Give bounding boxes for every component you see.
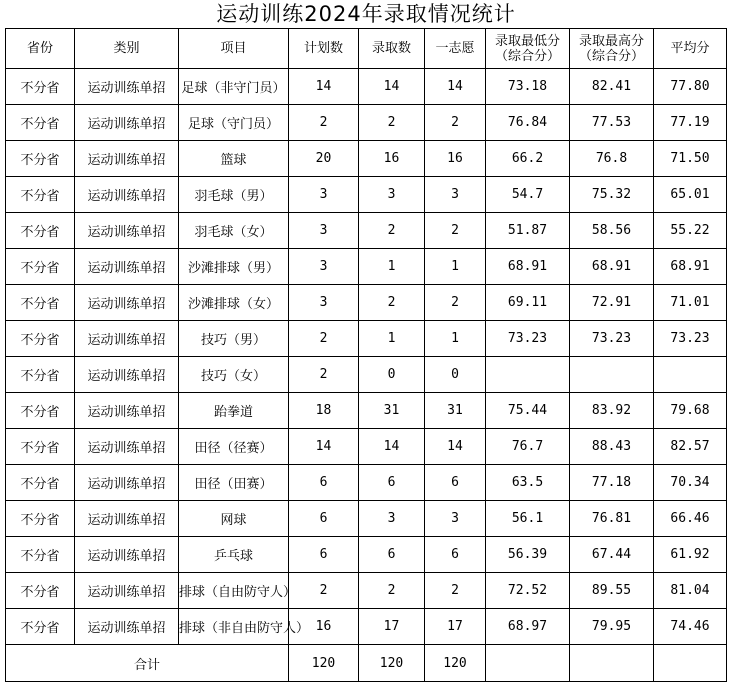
cell-category: 运动训练单招 — [75, 321, 179, 357]
cell-plan: 2 — [289, 573, 359, 609]
cell-project: 网球 — [179, 501, 289, 537]
cell-project: 羽毛球（男） — [179, 177, 289, 213]
cell-avg: 70.34 — [654, 465, 727, 501]
cell-plan: 6 — [289, 465, 359, 501]
cell-province: 不分省 — [6, 285, 75, 321]
cell-project: 技巧（男） — [179, 321, 289, 357]
total-admitted: 120 — [359, 645, 425, 682]
cell-plan: 2 — [289, 105, 359, 141]
cell-admitted: 17 — [359, 609, 425, 645]
cell-first-choice: 17 — [425, 609, 486, 645]
total-label: 合计 — [6, 645, 289, 682]
cell-max: 88.43 — [570, 429, 654, 465]
cell-project: 羽毛球（女） — [179, 213, 289, 249]
cell-province: 不分省 — [6, 105, 75, 141]
cell-admitted: 2 — [359, 105, 425, 141]
cell-province: 不分省 — [6, 573, 75, 609]
cell-first-choice: 2 — [425, 105, 486, 141]
cell-admitted: 0 — [359, 357, 425, 393]
header-admitted: 录取数 — [359, 29, 425, 69]
cell-min: 73.23 — [486, 321, 570, 357]
cell-max: 75.32 — [570, 177, 654, 213]
cell-admitted: 14 — [359, 429, 425, 465]
cell-max: 82.41 — [570, 69, 654, 105]
cell-max: 73.23 — [570, 321, 654, 357]
cell-avg: 71.50 — [654, 141, 727, 177]
cell-avg: 66.46 — [654, 501, 727, 537]
cell-category: 运动训练单招 — [75, 537, 179, 573]
cell-project: 足球（非守门员） — [179, 69, 289, 105]
cell-min: 72.52 — [486, 573, 570, 609]
cell-category: 运动训练单招 — [75, 213, 179, 249]
cell-category: 运动训练单招 — [75, 609, 179, 645]
cell-plan: 2 — [289, 357, 359, 393]
cell-province: 不分省 — [6, 501, 75, 537]
cell-province: 不分省 — [6, 213, 75, 249]
table-row — [6, 537, 727, 573]
cell-first-choice: 1 — [425, 249, 486, 285]
cell-admitted: 16 — [359, 141, 425, 177]
header-plan: 计划数 — [289, 29, 359, 69]
document-title: 运动训练2024年录取情况统计 — [216, 2, 516, 26]
cell-project: 田径（田赛） — [179, 465, 289, 501]
cell-avg: 74.46 — [654, 609, 727, 645]
table-row — [6, 465, 727, 501]
cell-category: 运动训练单招 — [75, 249, 179, 285]
cell-min: 66.2 — [486, 141, 570, 177]
cell-province: 不分省 — [6, 321, 75, 357]
cell-province: 不分省 — [6, 465, 75, 501]
cell-category: 运动训练单招 — [75, 501, 179, 537]
cell-first-choice: 14 — [425, 69, 486, 105]
cell-plan: 14 — [289, 69, 359, 105]
cell-category: 运动训练单招 — [75, 69, 179, 105]
cell-max: 77.18 — [570, 465, 654, 501]
cell-min: 63.5 — [486, 465, 570, 501]
cell-min: 68.97 — [486, 609, 570, 645]
cell-min: 54.7 — [486, 177, 570, 213]
cell-plan: 3 — [289, 285, 359, 321]
cell-province: 不分省 — [6, 609, 75, 645]
cell-min: 51.87 — [486, 213, 570, 249]
cell-project: 沙滩排球（女） — [179, 285, 289, 321]
cell-avg: 79.68 — [654, 393, 727, 429]
cell-min: 68.91 — [486, 249, 570, 285]
total-row — [6, 645, 727, 682]
table-row — [6, 213, 727, 249]
cell-admitted: 2 — [359, 285, 425, 321]
cell-category: 运动训练单招 — [75, 285, 179, 321]
table-row — [6, 249, 727, 285]
cell-project: 技巧（女） — [179, 357, 289, 393]
cell-avg: 82.57 — [654, 429, 727, 465]
cell-admitted: 31 — [359, 393, 425, 429]
cell-admitted: 6 — [359, 537, 425, 573]
cell-min: 75.44 — [486, 393, 570, 429]
cell-plan: 3 — [289, 177, 359, 213]
cell-min: 56.39 — [486, 537, 570, 573]
cell-first-choice: 3 — [425, 177, 486, 213]
cell-first-choice: 1 — [425, 321, 486, 357]
total-plan: 120 — [289, 645, 359, 682]
cell-category: 运动训练单招 — [75, 429, 179, 465]
cell-max: 76.8 — [570, 141, 654, 177]
header-province: 省份 — [6, 29, 75, 69]
total-avg — [654, 645, 727, 682]
table-row — [6, 177, 727, 213]
cell-min: 76.7 — [486, 429, 570, 465]
cell-project: 乒乓球 — [179, 537, 289, 573]
cell-category: 运动训练单招 — [75, 141, 179, 177]
cell-project: 沙滩排球（男） — [179, 249, 289, 285]
cell-avg — [654, 357, 727, 393]
cell-admitted: 2 — [359, 573, 425, 609]
cell-max: 89.55 — [570, 573, 654, 609]
cell-category: 运动训练单招 — [75, 177, 179, 213]
cell-admitted: 1 — [359, 321, 425, 357]
cell-avg: 65.01 — [654, 177, 727, 213]
cell-max: 58.56 — [570, 213, 654, 249]
cell-category: 运动训练单招 — [75, 357, 179, 393]
cell-min: 56.1 — [486, 501, 570, 537]
cell-avg: 55.22 — [654, 213, 727, 249]
cell-admitted: 6 — [359, 465, 425, 501]
cell-first-choice: 2 — [425, 213, 486, 249]
table-row — [6, 609, 727, 645]
table-row — [6, 501, 727, 537]
total-max — [570, 645, 654, 682]
cell-plan: 6 — [289, 537, 359, 573]
cell-min — [486, 357, 570, 393]
cell-avg: 68.91 — [654, 249, 727, 285]
header-avg-score: 平均分 — [654, 29, 727, 69]
cell-avg: 71.01 — [654, 285, 727, 321]
table-row — [6, 357, 727, 393]
cell-province: 不分省 — [6, 537, 75, 573]
cell-max: 68.91 — [570, 249, 654, 285]
cell-project: 足球（守门员） — [179, 105, 289, 141]
cell-project: 田径（径赛） — [179, 429, 289, 465]
cell-plan: 6 — [289, 501, 359, 537]
table-row — [6, 141, 727, 177]
cell-category: 运动训练单招 — [75, 465, 179, 501]
cell-avg: 81.04 — [654, 573, 727, 609]
cell-province: 不分省 — [6, 429, 75, 465]
cell-max: 79.95 — [570, 609, 654, 645]
cell-first-choice: 6 — [425, 465, 486, 501]
cell-category: 运动训练单招 — [75, 573, 179, 609]
admission-table — [5, 28, 727, 682]
cell-min: 73.18 — [486, 69, 570, 105]
table-body — [6, 69, 727, 645]
cell-category: 运动训练单招 — [75, 393, 179, 429]
cell-max: 72.91 — [570, 285, 654, 321]
cell-project: 排球（非自由防守人） — [179, 609, 289, 645]
cell-plan: 20 — [289, 141, 359, 177]
cell-category: 运动训练单招 — [75, 105, 179, 141]
cell-admitted: 3 — [359, 501, 425, 537]
cell-province: 不分省 — [6, 69, 75, 105]
cell-avg: 73.23 — [654, 321, 727, 357]
table-row — [6, 393, 727, 429]
cell-province: 不分省 — [6, 249, 75, 285]
cell-province: 不分省 — [6, 141, 75, 177]
header-min-score: 录取最低分 （综合分） — [486, 29, 570, 69]
cell-first-choice: 31 — [425, 393, 486, 429]
cell-max: 83.92 — [570, 393, 654, 429]
cell-max — [570, 357, 654, 393]
cell-min: 76.84 — [486, 105, 570, 141]
table-row — [6, 321, 727, 357]
table-row — [6, 573, 727, 609]
cell-first-choice: 2 — [425, 285, 486, 321]
table-footer — [6, 645, 727, 682]
table-row — [6, 285, 727, 321]
cell-admitted: 3 — [359, 177, 425, 213]
cell-first-choice: 0 — [425, 357, 486, 393]
cell-first-choice: 2 — [425, 573, 486, 609]
header-project: 项目 — [179, 29, 289, 69]
cell-first-choice: 16 — [425, 141, 486, 177]
cell-plan: 3 — [289, 213, 359, 249]
cell-first-choice: 14 — [425, 429, 486, 465]
header-max-score: 录取最高分 （综合分） — [570, 29, 654, 69]
cell-plan: 18 — [289, 393, 359, 429]
cell-plan: 16 — [289, 609, 359, 645]
cell-first-choice: 3 — [425, 501, 486, 537]
cell-plan: 2 — [289, 321, 359, 357]
cell-avg: 77.80 — [654, 69, 727, 105]
cell-min: 69.11 — [486, 285, 570, 321]
cell-province: 不分省 — [6, 357, 75, 393]
header-first-choice: 一志愿 — [425, 29, 486, 69]
cell-project: 跆拳道 — [179, 393, 289, 429]
cell-admitted: 2 — [359, 213, 425, 249]
cell-project: 篮球 — [179, 141, 289, 177]
cell-province: 不分省 — [6, 393, 75, 429]
total-min — [486, 645, 570, 682]
cell-plan: 3 — [289, 249, 359, 285]
table-row — [6, 105, 727, 141]
cell-max: 76.81 — [570, 501, 654, 537]
table-row — [6, 69, 727, 105]
table-header — [6, 29, 727, 69]
cell-max: 77.53 — [570, 105, 654, 141]
cell-max: 67.44 — [570, 537, 654, 573]
cell-admitted: 14 — [359, 69, 425, 105]
cell-plan: 14 — [289, 429, 359, 465]
cell-first-choice: 6 — [425, 537, 486, 573]
total-first-choice: 120 — [425, 645, 486, 682]
cell-admitted: 1 — [359, 249, 425, 285]
table-row — [6, 429, 727, 465]
header-category: 类别 — [75, 29, 179, 69]
cell-province: 不分省 — [6, 177, 75, 213]
cell-avg: 77.19 — [654, 105, 727, 141]
cell-avg: 61.92 — [654, 537, 727, 573]
cell-project: 排球（自由防守人） — [179, 573, 289, 609]
